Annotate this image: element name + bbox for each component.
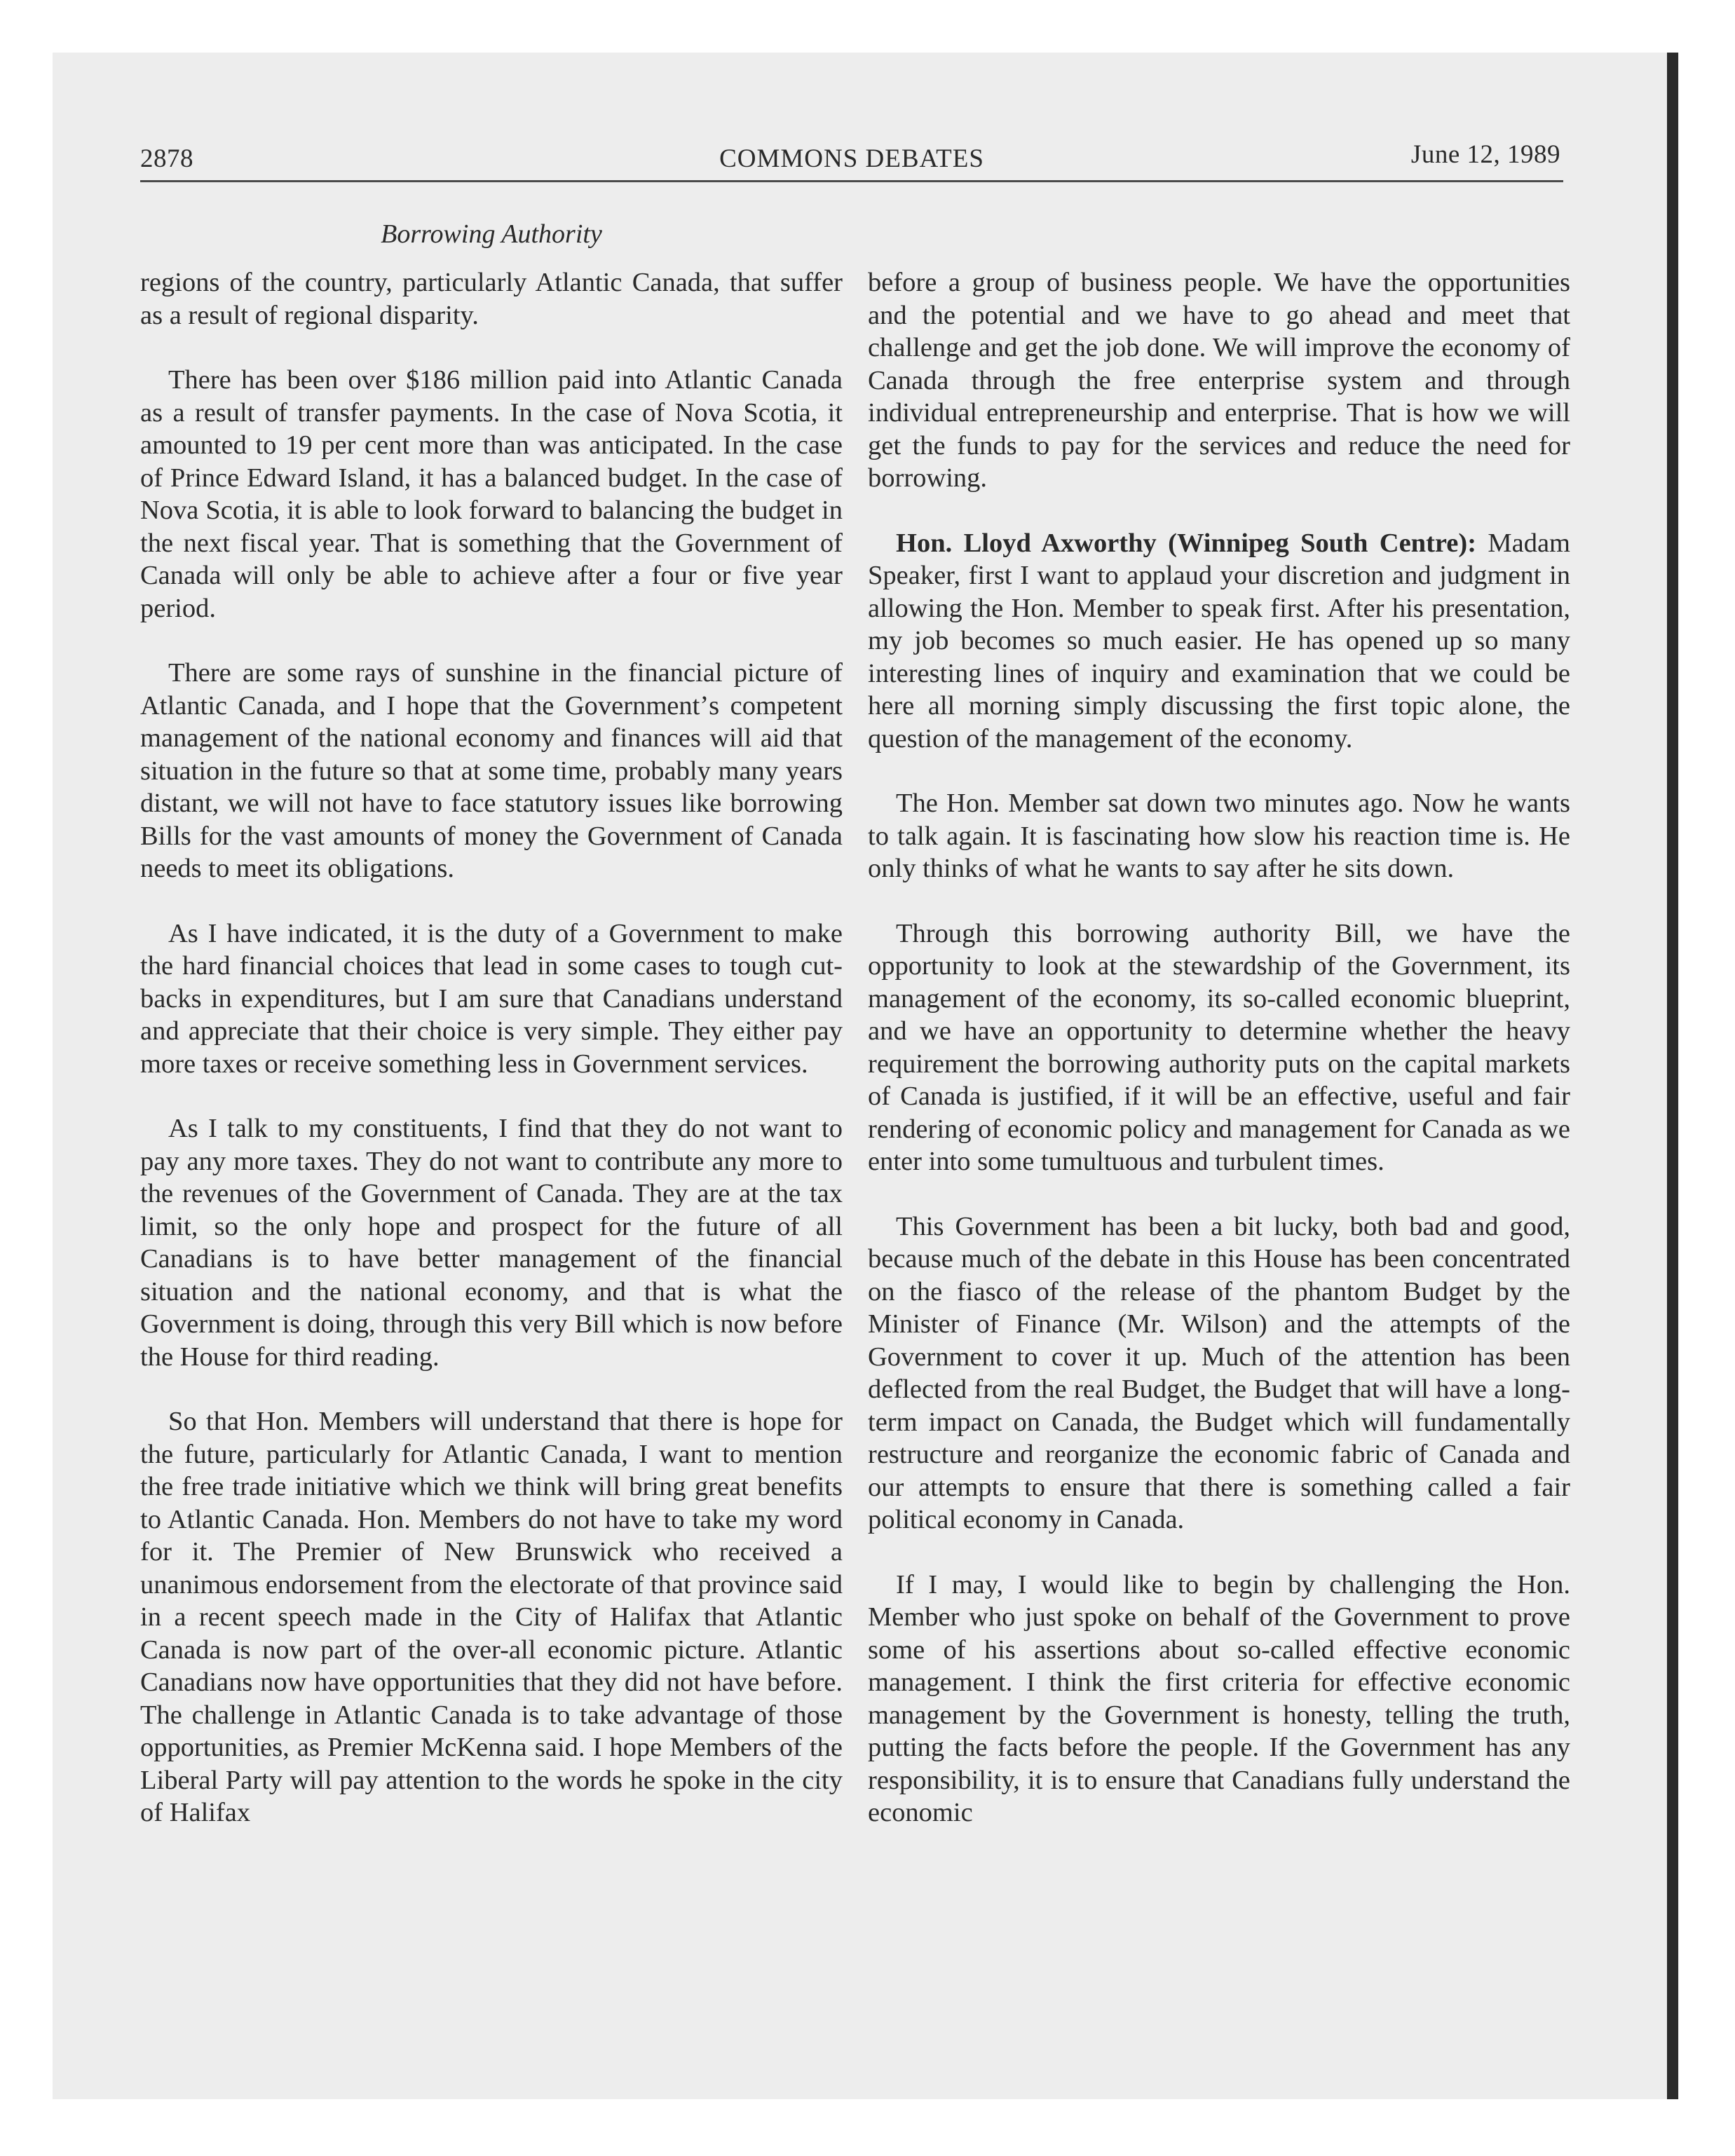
paragraph: [868, 527, 1570, 756]
paragraph: [868, 917, 1570, 1178]
paragraph-text: before a group of business people. We have the opportunities and the potential and we have to go ahead and meet that challenge and get the job done. We will improve the economy of Canada through the free enterprise system and through individual entrepreneurship and enterprise. That is how we will get the funds to pay for the services and reduce the need for borrowing.: [868, 268, 1570, 493]
speaker-name: Hon. Lloyd Axworthy (Winnipeg South Centre):: [896, 528, 1477, 558]
paragraph: [868, 1569, 1570, 1829]
paragraph: As I talk to my constituents, I find that they do not want to pay any more taxes. They do not want to contribute any more to the revenues of the Government of Canada. They are at the tax limit, so the only hope and prospect for the future of all Canadians is to have better management of the financial situation and the national economy, and that is what the Government is doing, through this very Bill which is now before the House for third reading.: [140, 1114, 843, 1372]
paragraph: [868, 266, 1570, 495]
paragraph: There are some rays of sunshine in the financial picture of Atlantic Canada, and I hope that the Governmentʼs competent management of the national economy and finances will aid that situation in the future so that at some time, probably many years distant, we will not have to face statutory issues like borrowing Bills for the vast amounts of money the Government of Canada needs to meet its obligations.: [140, 658, 843, 883]
paragraph-text: Madam Speaker, first I want to applaud your discretion and judgment in allowing the Hon. Member to speak first. After his presentation, my job becomes so much easier. He has opened up so many interesting lines of inquiry and examination that we could be here all morning simply discussing the first topic alone, the question of the management of the economy.: [868, 528, 1570, 753]
publication-date: June 12, 1989: [1410, 140, 1560, 169]
paragraph-text: If I may, I would like to begin by challenging the Hon. Member who just spoke on behalf of the Government to prove some of his assertions about so-called effective economic management. I think the first criteria for effective economic management by the Government is honesty, telling the truth, putting the facts before the people. If the Government has any responsibility, it is to ensure that Canadians fully understand the economic: [868, 1569, 1570, 1827]
section-title: Borrowing Authority: [381, 219, 602, 249]
paragraph: There has been over $186 million paid into Atlantic Canada as a result of transfer payments. In the case of Nova Scotia, it amounted to 19 per cent more than was anticipated. In the case of Prince Edward Island, it has a balanced budget. In the case of Nova Scotia, it is able to look forward to balancing the budget in the next fiscal year. That is something that the Government of Canada will only be able to achieve after a four or five year period.: [140, 365, 843, 623]
paragraph-text: This Government has been a bit lucky, both bad and good, because much of the debate in this House has been concentrated on the fiasco of the release of the phantom Budget by the Minister of Finance (Mr. Wilson) and the attempts of the Government to cover it up. Much of the attention has been deflected from the real Budget, the Budget that will have a long-term impact on Canada, the Budget which will fundamentally restructure and reorganize the economic fabric of Canada and our attempts to ensure that there is something called a fair political economy in Canada.: [868, 1211, 1570, 1534]
left-column: [140, 266, 843, 1862]
right-column: [868, 266, 1570, 1862]
paragraph-text: The Hon. Member sat down two minutes ago. Now he wants to talk again. It is fascinating how slow his reaction time is. He only thinks of what he wants to say after he sits down.: [868, 789, 1570, 883]
paragraph: regions of the country, particularly Atlantic Canada, that suffer as a result of regional disparity.: [140, 268, 843, 330]
paragraph: [868, 787, 1570, 885]
paragraph: As I have indicated, it is the duty of a Government to make the hard financial choices that lead in some cases to tough cut-backs in expenditures, but I am sure that Canadians understand and appreciate that their choice is very simple. They either pay more taxes or receive something less in Government services.: [140, 918, 843, 1079]
paragraph: So that Hon. Members will understand that there is hope for the future, particularly for Atlantic Canada, I want to mention the free trade initiative which we think will bring great benefits to Atlantic Canada. Hon. Members do not have to take my word for it. The Premier of New Brunswick who received a unanimous endorsement from the electorate of that province said in a recent speech made in the City of Halifax that Atlantic Canada is now part of the over-all economic picture. Atlantic Canadians now have opportunities that they did not have before. The challenge in Atlantic Canada is to take advantage of those opportunities, as Premier McKenna said. I hope Members of the Liberal Party will pay attention to the words he spoke in the city of Halifax: [140, 1407, 843, 1827]
scan-edge-bar: [1667, 53, 1678, 2099]
page-header: [140, 140, 1563, 182]
paragraph-text: Through this borrowing authority Bill, we have the opportunity to look at the stewardship of the Government, its management of the economy, its so-called economic blueprint, and we have an opportunity to determine whether the heavy requirement the borrowing authority puts on the capital markets of Canada is justified, if it will be an effective, useful and fair rendering of economic policy and management for Canada as we enter into some tumultuous and turbulent times.: [868, 918, 1570, 1176]
publication-title: COMMONS DEBATES: [719, 144, 984, 173]
page-number: 2878: [140, 144, 193, 173]
paragraph: [868, 1210, 1570, 1536]
